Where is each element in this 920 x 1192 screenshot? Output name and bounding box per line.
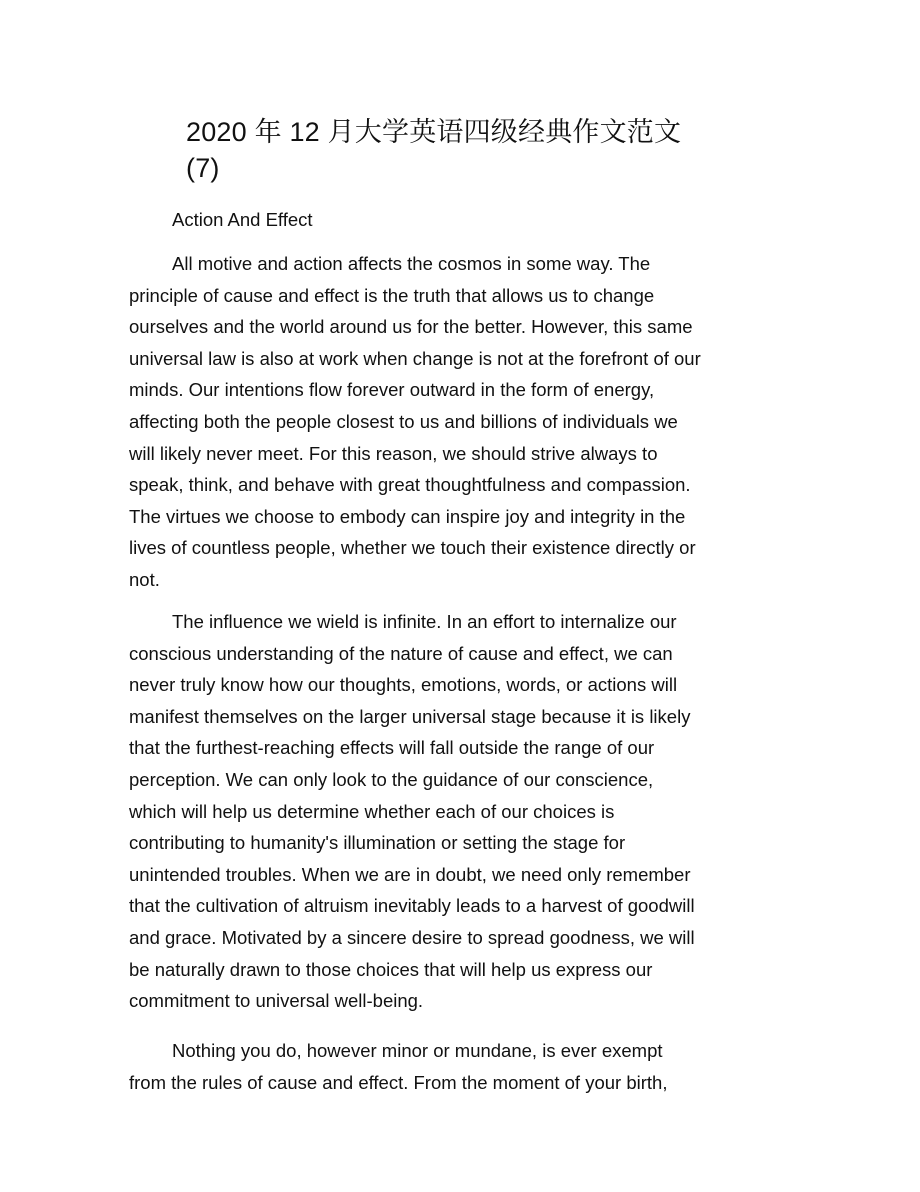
essay-heading: Action And Effect [172, 209, 313, 230]
document-title: 2020 年 12 月大学英语四级经典作文范文 (7) [186, 117, 682, 183]
paragraph-2: The influence we wield is infinite. In an effort to internalize our conscious understanding of the nature of cause and effect, we can never truly know how our thoughts, emotions, words, or actions will manifest themselves on the larger universal stage because it is likely that the furthest-reaching effects will fall outside the range of our perception. We can only look to the guidance of our conscience, which will help us determine whether each of our choices is contributing to humanity's illumination or setting the stage for unintended troubles. When we are in doubt, we need only remember that the cultivation of altruism inevitably leads to a harvest of goodwill and grace. Motivated by a sincere desire to spread goodness, we will be naturally drawn to those choices that will help us express our commitment to universal well-being. [129, 611, 695, 1012]
paragraph-1: All motive and action affects the cosmos in some way. The principle of cause and effect is the truth that allows us to change ourselves and the world around us for the better. However, this same universal law is also at work when change is not at the forefront of our minds. Our intentions flow forever outward in the form of energy, affecting both the people closest to us and billions of individuals we will likely never meet. For this reason, we should strive always to speak, think, and behave with great thoughtfulness and compassion. The virtues we choose to embody can inspire joy and integrity in the lives of countless people, whether we touch their existence directly or not. [129, 253, 701, 590]
paragraph-3: Nothing you do, however minor or mundane, is ever exempt from the rules of cause and effect. From the moment of your birth, [129, 1040, 668, 1093]
